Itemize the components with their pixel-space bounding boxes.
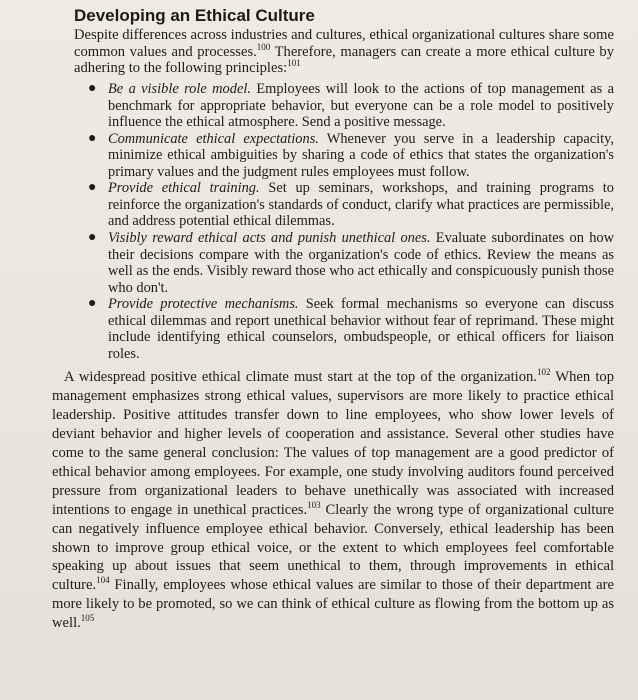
principle-text: Evaluate subordinates on how their decisions compare with the organization's code of ethics. Review the means as well as the ends. Visibly reward those who act ethically and conspicuously punish those who don't. (108, 230, 614, 296)
bullet-icon: ● (88, 296, 97, 312)
paragraph-text: A widespread positive ethical climate must start at the top of the organization. (64, 369, 537, 386)
principle-lead: Visibly reward ethical acts and punish unethical ones. (108, 230, 431, 247)
bullet-icon: ● (88, 230, 97, 246)
footnote-ref: 105 (80, 613, 95, 624)
list-item (88, 130, 614, 181)
principle-lead: Provide protective mechanisms. (108, 296, 299, 313)
principle-lead: Communicate ethical expectations. (108, 130, 319, 147)
footnote-ref: 100 (256, 41, 271, 52)
paragraph-text: When top management emphasizes strong ethical values, supervisors are more likely to practice ethical leadership. Positive attitudes transfer down to line employees, who show lower levels of deviant behavior and higher levels of cooperation and assistance. Several other studies have come to the same general conclusion: The values of top management are a good predictor of ethical behavior among employees. For example, one study involving auditors found perceived pressure from organizational leaders to behave unethically was associated with increased intentions to engage in unethical practices. (52, 369, 614, 518)
paragraph-text: Finally, employees whose ethical values are similar to those of their department are more likely to be promoted, so we can think of ethical culture as flowing from the bottom up as well. (52, 577, 614, 632)
paragraph-text: Clearly the wrong type of organizational culture can negatively influence employee ethical behavior. Conversely, ethical leadership has been shown to improve group ethical voice, or the extent to which employees feel comfortable speaking up about issues that seem unethical to them, through improvements in ethical culture. (52, 501, 614, 594)
list-item (88, 296, 614, 362)
principle-lead: Be a visible role model. (108, 81, 251, 98)
footnote-ref: 101 (287, 58, 301, 69)
bullet-icon: ● (88, 180, 97, 196)
footnote-ref: 103 (307, 499, 321, 510)
bullet-icon: ● (88, 130, 97, 146)
principle-text: Set up seminars, workshops, and training programs to reinforce the organization's standards of conduct, clarify what practices are permissible, and address potential ethical dilemmas. (108, 180, 614, 230)
principle-text: Seek formal mechanisms so everyone can discuss ethical dilemmas and report unethical behavior without fear of reprimand. These might include identifying ethical counselors, ombudspeople, or ethical officers for liaison roles. (108, 296, 614, 362)
principle-text: Employees will look to the actions of top management as a benchmark for appropriate behavior, but everyone can be a role model to positively influence the ethical atmosphere. Send a positive message. (108, 81, 614, 131)
list-item (88, 180, 614, 230)
principle-text: Whenever you serve in a leadership capacity, minimize ethical ambiguities by sharing a code of ethics that states the organization's primary values and the judgment rules employees must follow. (108, 130, 614, 180)
section-heading: Developing an Ethical Culture (74, 6, 315, 25)
principles-list (74, 81, 614, 362)
list-item (88, 230, 614, 296)
body-paragraph (52, 368, 614, 633)
intro-paragraph (74, 27, 614, 77)
list-item (88, 81, 614, 131)
footnote-ref: 102 (536, 367, 551, 378)
footnote-ref: 104 (96, 575, 110, 586)
principle-lead: Provide ethical training. (108, 180, 260, 197)
intro-text: Despite differences across industries and cultures, ethical organizational cultures share some common values and processes. (74, 27, 614, 60)
bullet-icon: ● (88, 81, 97, 97)
intro-text: Therefore, managers can create a more ethical culture by adhering to the following principles: (74, 43, 614, 77)
